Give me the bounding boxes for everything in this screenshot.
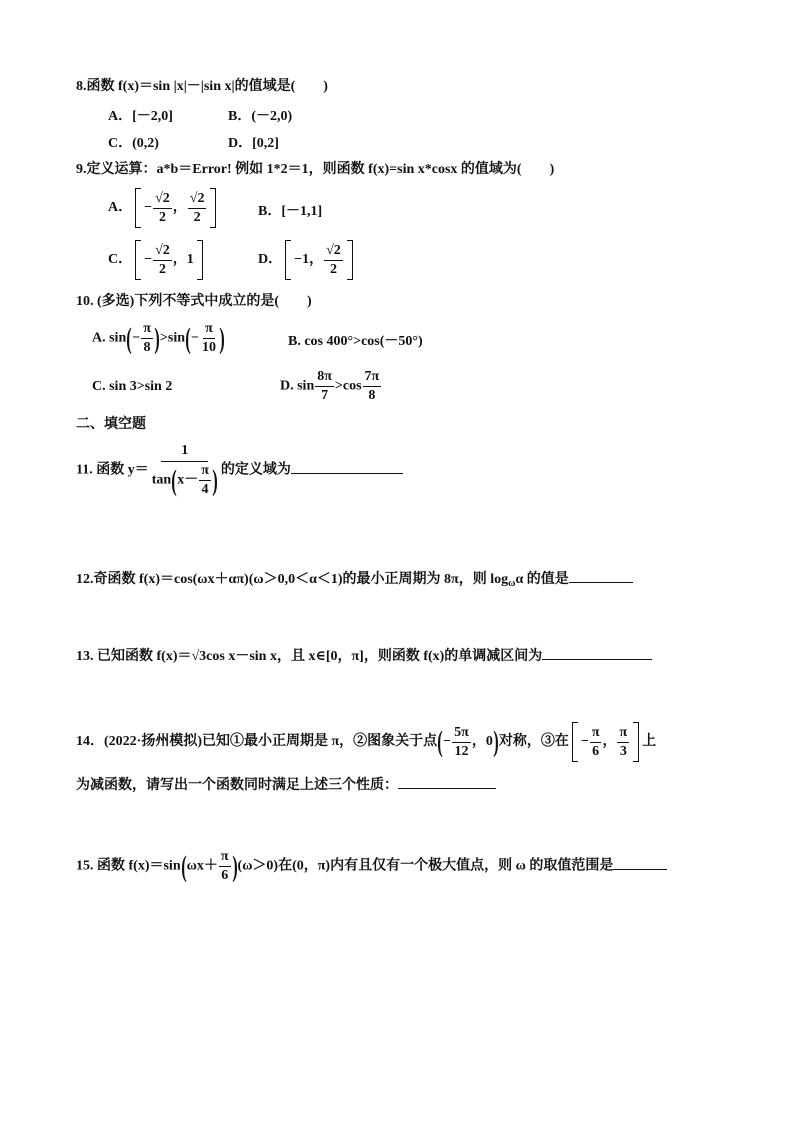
q9-option-a <box>108 188 219 228</box>
fraction-numerator: 8π <box>315 370 334 387</box>
left-bracket <box>135 188 141 228</box>
q8-option-a: A．[－2,0] <box>108 109 173 124</box>
fraction-numerator: √2 <box>188 192 207 209</box>
fraction-denominator: 4 <box>201 482 209 497</box>
right-bracket <box>210 188 216 228</box>
q8-option-d: D．[0,2] <box>228 136 279 151</box>
q10-option-b: B. cos 400°>cos(－50°) <box>288 334 423 349</box>
fraction-numerator: √2 <box>153 244 172 261</box>
fraction-denominator: 12 <box>454 743 469 759</box>
fraction <box>153 244 172 277</box>
q14-head: 14．(2022·扬州模拟)已知①最小正周期是 π，②图象关于点 <box>76 734 438 750</box>
fraction-denominator: 6 <box>592 743 600 759</box>
answer-blank[interactable] <box>398 774 496 789</box>
fraction-denominator: 6 <box>221 868 229 883</box>
fraction-numerator: π <box>219 850 231 867</box>
fraction-denominator: 2 <box>158 209 166 225</box>
fraction-numerator: √2 <box>324 244 343 261</box>
section-heading: 二、填空题 <box>76 417 146 432</box>
minus-sign: − <box>144 252 153 268</box>
q8-option-c: C．(0,2) <box>108 136 159 151</box>
q8-option-b: B．(－2,0) <box>228 109 293 124</box>
fraction <box>617 726 629 759</box>
fraction <box>363 370 382 403</box>
q9-option-b: B．[－1,1] <box>258 204 323 219</box>
q10-stem: 10. (多选)下列不等式中成立的是( ) <box>76 294 312 309</box>
answer-blank[interactable] <box>542 645 652 660</box>
q15: 15. 函数 f(x)＝sin(ωx＋ $\frac{\pi}{6}$ )(ω＞0)在(0，π)内有且仅有一个极大值点，则 ω 的取值范围是 <box>76 850 667 883</box>
fraction <box>150 444 220 497</box>
answer-blank[interactable] <box>569 568 633 583</box>
fraction-denominator: 8 <box>368 388 376 403</box>
fraction-denominator: 3 <box>619 743 627 759</box>
fraction-numerator: √2 <box>153 192 172 209</box>
left-bracket <box>285 240 291 280</box>
fraction <box>315 370 334 403</box>
comparison: >cos <box>334 378 362 394</box>
fraction <box>199 464 211 497</box>
fraction <box>590 726 602 759</box>
q10-option-a: A. sin(− $\frac{\pi}{8}$ )>sin(− $\frac{\pi}{10}$ ) <box>92 321 225 355</box>
fraction <box>219 850 231 883</box>
q11-head: 11. 函数 y＝ <box>76 462 149 478</box>
fraction-numerator: 7π <box>363 370 382 387</box>
option-label: D. sin <box>280 378 315 394</box>
q13 <box>76 645 652 667</box>
option-label: A． <box>108 200 133 216</box>
q12-text: 12.奇函数 f(x)＝cos(ωx＋απ)(ω＞0,0＜α＜1)的最小正周期为 8π，则 log <box>76 572 509 587</box>
fraction-numerator: π <box>617 726 629 743</box>
fraction <box>188 192 207 225</box>
fraction <box>200 322 218 355</box>
left-bracket <box>135 240 141 280</box>
fraction <box>153 192 172 225</box>
log-base: ω <box>508 578 516 589</box>
q14-mid: 对称，③在 <box>498 734 569 750</box>
fraction-denominator: 8 <box>143 340 151 355</box>
q8-stem: 8.函数 f(x)＝sin |x|－|sin x|的值域是( ) <box>76 79 328 94</box>
denominator-expr: x－ <box>177 472 199 488</box>
fraction-denominator: tan(x－ $\frac{\pi}{4}$ ) <box>151 463 218 497</box>
fraction-numerator: π <box>203 322 215 339</box>
right-bracket <box>633 722 639 762</box>
fraction-numerator: π <box>141 322 153 339</box>
fraction-numerator: 5π <box>452 726 471 743</box>
q12 <box>76 568 633 594</box>
fraction <box>324 244 343 277</box>
minus-sign: − <box>144 200 153 216</box>
q14-tail: 上 <box>642 734 657 750</box>
fraction-numerator: 1 <box>161 444 208 462</box>
fraction-denominator: 2 <box>193 209 201 225</box>
fraction <box>141 322 153 355</box>
fraction <box>452 726 471 759</box>
fraction-denominator: 2 <box>329 261 337 277</box>
comparison: >sin <box>159 330 185 346</box>
right-bracket <box>197 240 203 280</box>
q14-line1: 14．(2022·扬州模拟)已知①最小正周期是 π，②图象关于点(− $\frac{5\pi}{12}$ ，0)对称，③在 − $\frac{\pi}{6}$ ， $\frac{\pi}{3}$ 上 <box>76 722 656 762</box>
q11-tail: 的定义域为 <box>220 462 291 478</box>
fraction-numerator: π <box>590 726 602 743</box>
option-label: C． <box>108 252 133 268</box>
option-label: A. sin <box>92 330 127 346</box>
interval-start: −1， <box>294 252 324 268</box>
left-bracket <box>572 722 578 762</box>
q10-option-d <box>280 370 382 403</box>
q14-line2 <box>76 774 496 796</box>
option-label: D． <box>258 252 283 268</box>
tan-label: tan <box>151 472 172 488</box>
q9-option-c <box>108 240 206 280</box>
separator: ， <box>172 200 187 216</box>
q9-option-d <box>258 240 356 280</box>
q9-stem: 9.定义运算：a*b＝Error! 例如 1*2＝1，则函数 f(x)=sin x*cosx 的值域为( ) <box>76 162 555 177</box>
answer-blank[interactable] <box>613 855 667 870</box>
fraction-numerator: π <box>199 464 211 481</box>
fraction-denominator: 2 <box>158 261 166 277</box>
q15-tail: (ω＞0)在(0，π)内有且仅有一个极大值点，则 ω 的取值范围是 <box>237 858 614 874</box>
q15-head: 15. 函数 f(x)＝sin <box>76 858 181 874</box>
interval-end: ，1 <box>172 252 194 268</box>
right-bracket <box>347 240 353 280</box>
q13-text: 13. 已知函数 f(x)＝√3cos x－sin x，且 x∈[0，π]，则函数 f(x)的单调减区间为 <box>76 649 543 664</box>
q12-tail: α 的值是 <box>515 572 569 587</box>
q14-line2-text: 为减函数，请写出一个函数同时满足上述三个性质： <box>76 778 398 793</box>
point-coord: ，0 <box>471 734 493 750</box>
q10-option-c: C. sin 3>sin 2 <box>92 379 173 394</box>
fraction-denominator: 10 <box>201 340 216 355</box>
answer-blank[interactable] <box>291 459 403 474</box>
q11 <box>76 444 403 497</box>
fraction-denominator: 7 <box>321 388 329 403</box>
inner-expr: ωx＋ <box>186 858 218 874</box>
